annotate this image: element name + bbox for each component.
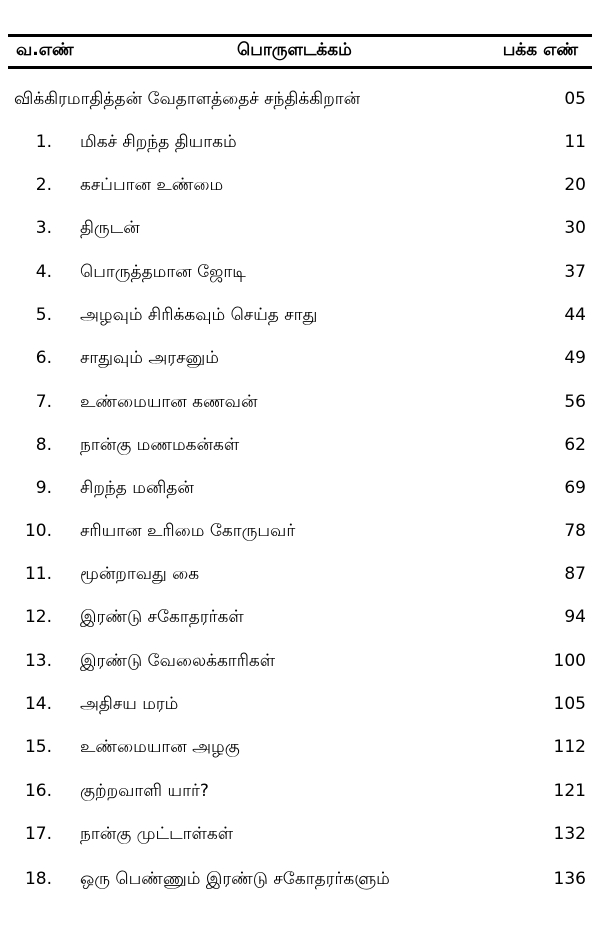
entry-title: சிறந்த மனிதன் [80, 478, 194, 498]
entry-number: 11. [24, 564, 52, 584]
entry-number: 8. [35, 435, 52, 455]
entry-number: 13. [24, 651, 52, 671]
entry-title: இரண்டு சகோதரர்கள் [80, 607, 244, 627]
toc-row[interactable] [0, 255, 600, 289]
toc-row[interactable] [0, 298, 600, 332]
entry-title: சரியான உரிமை கோருபவர் [80, 521, 296, 541]
toc-row[interactable] [0, 730, 600, 764]
entry-number: 5. [35, 305, 52, 325]
entry-title: அழவும் சிரிக்கவும் செய்த சாது [80, 305, 318, 325]
entry-title: நான்கு முட்டாள்கள் [80, 824, 234, 844]
intro-page-number: 05 [564, 89, 586, 109]
serial-number-header: வ.எண் [16, 40, 74, 60]
entry-page-number: 132 [553, 824, 586, 844]
toc-intro-row[interactable] [0, 82, 600, 116]
entry-page-number: 87 [564, 564, 586, 584]
toc-row[interactable] [0, 385, 600, 419]
entry-page-number: 78 [564, 521, 586, 541]
toc-row[interactable] [0, 125, 600, 159]
entry-title: அதிசய மரம் [80, 694, 179, 714]
toc-row[interactable] [0, 557, 600, 591]
entry-title: சாதுவும் அரசனும் [80, 348, 219, 368]
entry-title: நான்கு மணமகன்கள் [80, 435, 240, 455]
header-bottom-rule [8, 66, 592, 69]
entry-page-number: 100 [553, 651, 586, 671]
entry-number: 18. [24, 869, 52, 889]
entry-title: உண்மையான கணவன் [80, 392, 258, 412]
entry-number: 17. [24, 824, 52, 844]
entry-page-number: 30 [564, 218, 586, 238]
entry-number: 12. [24, 607, 52, 627]
entry-page-number: 69 [564, 478, 586, 498]
entry-page-number: 49 [564, 348, 586, 368]
entry-page-number: 11 [564, 132, 586, 152]
top-rule [8, 34, 592, 37]
entry-page-number: 62 [564, 435, 586, 455]
entry-page-number: 44 [564, 305, 586, 325]
toc-row[interactable] [0, 471, 600, 505]
entry-page-number: 37 [564, 262, 586, 282]
toc-row[interactable] [0, 774, 600, 808]
toc-row[interactable] [0, 600, 600, 634]
toc-row[interactable] [0, 644, 600, 678]
toc-row[interactable] [0, 514, 600, 548]
entry-number: 6. [35, 348, 52, 368]
entry-title: மிகச் சிறந்த தியாகம் [80, 132, 237, 152]
toc-row[interactable] [0, 341, 600, 375]
toc-row[interactable] [0, 428, 600, 462]
toc-row[interactable] [0, 168, 600, 202]
entry-number: 2. [35, 175, 52, 195]
toc-row[interactable] [0, 862, 600, 896]
entry-title: கசப்பான உண்மை [80, 175, 224, 195]
entry-title: ஒரு பெண்ணும் இரண்டு சகோதரர்களும் [80, 869, 390, 889]
entry-number: 15. [24, 737, 52, 757]
contents-header: பொருளடக்கம் [237, 40, 352, 60]
entry-title: குற்றவாளி யார்? [80, 781, 209, 801]
entry-number: 1. [35, 132, 52, 152]
entry-number: 10. [24, 521, 52, 541]
entry-page-number: 94 [564, 607, 586, 627]
entry-page-number: 112 [553, 737, 586, 757]
entry-number: 9. [35, 478, 52, 498]
toc-row[interactable] [0, 211, 600, 245]
entry-title: பொருத்தமான ஜோடி [80, 262, 246, 282]
entry-number: 7. [35, 392, 52, 412]
entry-page-number: 105 [553, 694, 586, 714]
entry-page-number: 121 [553, 781, 586, 801]
toc-row[interactable] [0, 817, 600, 851]
entry-title: உண்மையான அழகு [80, 737, 240, 757]
entry-number: 14. [24, 694, 52, 714]
entry-page-number: 20 [564, 175, 586, 195]
entry-number: 16. [24, 781, 52, 801]
entry-title: மூன்றாவது கை [80, 564, 200, 584]
entry-number: 3. [35, 218, 52, 238]
page-number-header: பக்க எண் [502, 40, 578, 60]
intro-title: விக்கிரமாதித்தன் வேதாளத்தைச் சந்திக்கிறான் [14, 89, 361, 109]
entry-number: 4. [35, 262, 52, 282]
entry-page-number: 136 [553, 869, 586, 889]
entry-title: இரண்டு வேலைக்காரிகள் [80, 651, 276, 671]
toc-row[interactable] [0, 687, 600, 721]
entry-title: திருடன் [80, 218, 140, 238]
entry-page-number: 56 [564, 392, 586, 412]
